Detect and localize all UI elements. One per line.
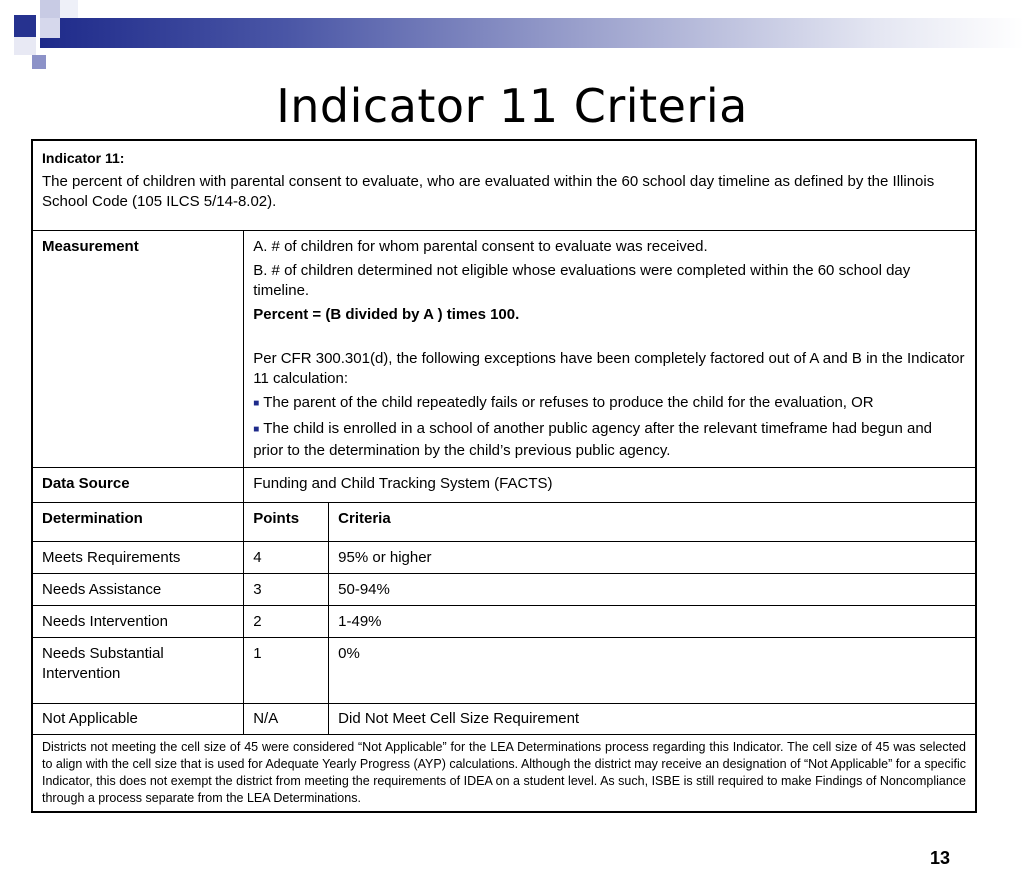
criteria-cell: Did Not Meet Cell Size Requirement (329, 704, 976, 735)
exception-item (253, 393, 966, 415)
table-row (32, 542, 976, 574)
table-row (32, 704, 976, 735)
indicator-cell (32, 140, 976, 231)
exception-text: The parent of the child repeatedly fails or refuses to produce the child for the evaluation, OR (263, 394, 874, 411)
determination-cell: Needs Assistance (32, 574, 244, 606)
determination-cell: Needs Substantial Intervention (32, 638, 244, 704)
exception-text: The child is enrolled in a school of another public agency after the relevant timeframe had begun and prior to the determination by the child’s previous public agency. (253, 420, 933, 459)
measurement-a: A. # of children for whom parental consent to evaluate was received. (253, 238, 708, 255)
measurement-formula: Percent = (B divided by A ) times 100. (253, 306, 520, 323)
note-row (32, 735, 976, 813)
criteria-table (31, 139, 977, 813)
measurement-cell (244, 231, 976, 468)
column-header: Criteria (329, 503, 976, 542)
footnote-text: Districts not meeting the cell size of 45 were considered “Not Applicable” for the LEA Determinations process regarding this Indicator. The cell size of 45 was selected to align with the cell size that is used for Adequate Yearly Progress (AYP) calculations. Although the district may receive an designation of “Not Applicable” for a specific Indicator, this does not exempt the district from meeting the requirements of IDEA on a student level. As such, ISBE is still required to make Findings of Noncompliance through a process separate from the LEA Determinations. (32, 735, 976, 813)
measurement-label: Measurement (32, 231, 244, 468)
decorative-square (40, 0, 60, 18)
measurement-row (32, 231, 976, 468)
decorative-square (32, 55, 46, 69)
indicator-text: The percent of children with parental consent to evaluate, who are evaluated within the 60 school day timeline as defined by the Illinois School Code (105 ILCS 5/14-8.02). (42, 173, 935, 210)
decorative-square (14, 15, 36, 37)
column-header: Determination (32, 503, 244, 542)
header-gradient-bar (40, 18, 1024, 48)
table-row (32, 606, 976, 638)
criteria-cell: 95% or higher (329, 542, 976, 574)
page-number: 13 (930, 848, 951, 868)
determination-cell: Not Applicable (32, 704, 244, 735)
criteria-cell: 0% (329, 638, 976, 704)
data-source-row (32, 468, 976, 503)
data-source-label: Data Source (32, 468, 244, 503)
indicator-label: Indicator 11: (42, 150, 125, 166)
criteria-cell: 50-94% (329, 574, 976, 606)
determination-header-row (32, 503, 976, 542)
square-bullet-icon: ■ (253, 398, 260, 409)
square-bullet-icon: ■ (253, 424, 260, 435)
points-cell: N/A (244, 704, 329, 735)
decorative-square (60, 0, 78, 18)
table-row (32, 574, 976, 606)
indicator-row (32, 140, 976, 231)
determination-cell: Needs Intervention (32, 606, 244, 638)
points-cell: 4 (244, 542, 329, 574)
determination-cell: Meets Requirements (32, 542, 244, 574)
criteria-cell: 1-49% (329, 606, 976, 638)
measurement-exceptions-intro: Per CFR 300.301(d), the following exceptions have been completely factored out of A and B in the Indicator 11 calculation: (253, 350, 965, 387)
slide-title: Indicator 11 Criteria (276, 79, 748, 133)
measurement-b: B. # of children determined not eligible whose evaluations were completed within the 60 school day timeline. (253, 262, 911, 299)
points-cell: 1 (244, 638, 329, 704)
data-source-value: Funding and Child Tracking System (FACTS) (244, 468, 976, 503)
column-header: Points (244, 503, 329, 542)
decorative-square (40, 18, 60, 38)
decorative-square (14, 37, 36, 55)
points-cell: 3 (244, 574, 329, 606)
points-cell: 2 (244, 606, 329, 638)
table-row (32, 638, 976, 704)
exception-item (253, 419, 966, 461)
